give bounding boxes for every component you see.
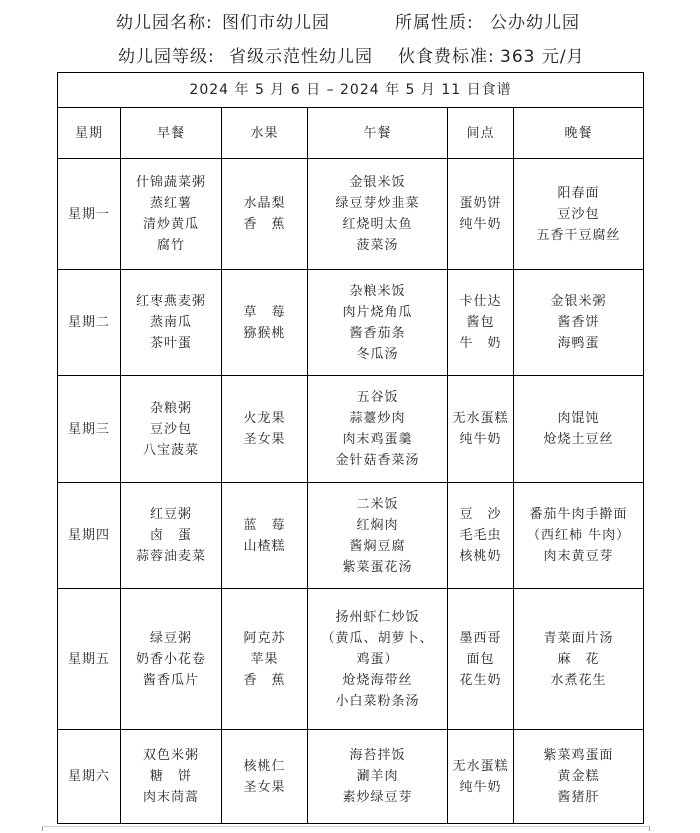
dinner-item: 黄金糕 [557,769,600,784]
day-cell: 星期三 [58,376,121,483]
snack-item: 无水蛋糕 [452,411,509,426]
lunch-cell [308,270,448,376]
snack-item: 纯牛奶 [459,217,502,232]
table-row [58,730,644,824]
column-header-snack: 间点 [448,108,514,159]
breakfast-item: 八宝菠菜 [142,442,199,458]
dinner-item: 豆沙包 [557,206,600,222]
fruit-item: 草 莓 [243,304,286,320]
breakfast-cell [121,376,222,483]
breakfast-item: 双色米粥 [142,748,199,763]
column-header-breakfast: 早餐 [121,108,222,159]
day-cell: 星期二 [58,270,121,376]
page-corner-right [631,827,650,831]
dinner-item: 酱猪肝 [557,790,600,805]
snack-cell [448,270,514,376]
dinner-item: 番茄牛肉手擀面 [529,507,628,522]
lunch-item: 紫菜蛋花汤 [342,559,413,575]
page-corner-left [42,827,61,831]
dinner-cell [514,730,644,824]
dinner-item: 海鸭蛋 [557,336,600,351]
dinner-item: 肉馄饨 [557,411,600,426]
breakfast-item: 奶香小花卷 [135,651,206,667]
dinner-item: 肉末黄豆芽 [543,549,614,564]
lunch-item: 酱香茄条 [349,325,406,341]
lunch-item: （黄瓜、胡萝卜、 [321,630,434,646]
dinner-item: 麻 花 [557,651,600,667]
snack-item: 纯牛奶 [459,432,502,447]
dinner-item: 青菜面片汤 [543,630,614,646]
dinner-item: （西红柿 牛肉） [526,528,631,543]
fruit-item: 阿克苏 [243,630,286,646]
dinner-item: 紫菜鸡蛋面 [543,748,614,763]
menu-title: 2024 年 5 月 6 日 – 2024 年 5 月 11 日食谱 [58,73,644,108]
lunch-cell [308,589,448,730]
grade-label: 幼儿园等级: [118,47,215,67]
breakfast-item: 什锦蔬菜粥 [135,175,206,190]
fruit-item: 猕猴桃 [243,325,286,341]
snack-item: 花生奶 [459,672,502,688]
lunch-cell [308,483,448,589]
fruit-item: 香 蕉 [243,217,286,232]
fruit-cell [222,483,308,589]
day-cell: 星期五 [58,589,121,730]
snack-item: 豆 沙 [459,507,502,522]
breakfast-item: 肉末茼蒿 [142,790,199,805]
breakfast-cell [121,159,222,270]
lunch-item: 小白菜粉条汤 [335,693,420,709]
lunch-cell [308,159,448,270]
dinner-cell [514,589,644,730]
dinner-cell [514,483,644,589]
breakfast-item: 红豆粥 [149,507,192,522]
lunch-item: 五谷饭 [356,390,399,405]
school-name-label: 幼儿园名称: [116,13,213,33]
dinner-cell [514,270,644,376]
lunch-item: 炝烧海带丝 [342,672,413,688]
snack-cell [448,589,514,730]
day-cell: 星期一 [58,159,121,270]
day-cell: 星期四 [58,483,121,589]
fruit-cell [222,270,308,376]
breakfast-item: 茶叶蛋 [149,336,192,351]
lunch-item: 肉末鸡蛋羹 [342,432,413,447]
snack-cell [448,159,514,270]
column-header-dinner: 晚餐 [514,108,644,159]
fruit-item: 水晶梨 [243,196,286,211]
dinner-item: 炝烧土豆丝 [543,432,614,447]
fruit-item: 核桃仁 [243,758,286,774]
column-header-fruit: 水果 [222,108,308,159]
table-row [58,159,644,270]
lunch-item: 扬州虾仁炒饭 [335,609,420,625]
dinner-item: 水煮花生 [550,672,607,688]
lunch-cell [308,730,448,824]
fruit-item: 苹果 [250,651,279,667]
breakfast-item: 杂粮粥 [149,400,192,416]
header-line-2 [0,42,700,70]
table-row [58,270,644,376]
snack-cell [448,483,514,589]
nature-value: 公办幼儿园 [490,13,580,33]
lunch-item: 酱焖豆腐 [349,538,406,554]
table-row [58,589,644,730]
lunch-item: 金针菇香菜汤 [335,453,420,468]
dinner-item: 阳春面 [557,185,600,201]
lunch-item: 金银米饭 [349,175,406,190]
snack-cell [448,376,514,483]
menu-body [58,159,644,824]
snack-item: 纯牛奶 [459,779,502,795]
snack-item: 卡仕达 [459,294,502,309]
fruit-cell [222,159,308,270]
fruit-cell [222,589,308,730]
dinner-item: 金银米粥 [550,294,607,309]
lunch-item: 肉片烧角瓜 [342,304,413,320]
dinner-item: 五香干豆腐丝 [536,227,621,243]
column-header-day: 星期 [58,108,121,159]
dinner-cell [514,376,644,483]
fruit-cell [222,730,308,824]
snack-cell [448,730,514,824]
fruit-item: 蓝 莓 [243,517,286,533]
column-header-lunch: 午餐 [308,108,448,159]
lunch-item: 红焖肉 [356,517,399,533]
snack-item: 核桃奶 [459,549,502,564]
dinner-item: 酱香饼 [557,315,600,330]
table-row [58,483,644,589]
breakfast-item: 清炒黄瓜 [142,217,199,232]
breakfast-item: 卤 蛋 [149,528,192,543]
table-row [58,376,644,483]
breakfast-item: 蒸南瓜 [149,315,192,330]
breakfast-item: 蒜蓉油麦菜 [135,549,206,564]
column-header-row [58,108,644,159]
breakfast-cell [121,483,222,589]
fruit-item: 香 蕉 [243,672,286,688]
breakfast-item: 绿豆粥 [149,630,192,646]
fruit-cell [222,376,308,483]
lunch-item: 涮羊肉 [356,769,399,784]
fruit-item: 山楂糕 [243,538,286,554]
lunch-item: 冬瓜汤 [356,346,399,362]
breakfast-item: 蒸红薯 [149,196,192,211]
lunch-item: 杂粮米饭 [349,283,406,299]
breakfast-cell [121,589,222,730]
lunch-item: 菠菜汤 [356,238,399,253]
grade-value: 省级示范性幼儿园 [229,47,373,67]
fee-label: 伙食费标准: [398,47,495,67]
snack-item: 毛毛虫 [459,528,502,543]
fruit-item: 圣女果 [243,779,286,795]
breakfast-cell [121,730,222,824]
school-name: 图们市幼儿园 [222,13,330,33]
nature-label: 所属性质: [395,13,474,33]
lunch-item: 红烧明太鱼 [342,217,413,232]
lunch-cell [308,376,448,483]
breakfast-item: 糖 饼 [149,769,192,784]
breakfast-item: 豆沙包 [149,421,192,437]
fruit-item: 圣女果 [243,432,286,447]
header-line-1 [0,8,700,36]
fruit-item: 火龙果 [243,411,286,426]
lunch-item: 蒜薹炒肉 [349,411,406,426]
snack-item: 墨西哥 [459,630,502,646]
page-edge-marker [42,826,650,831]
lunch-item: 素炒绿豆芽 [342,790,413,805]
menu-title-row [58,73,644,108]
fee-value: 363 元/月 [500,47,585,67]
lunch-item: 绿豆芽炒韭菜 [335,196,420,211]
snack-item: 酱包 [466,315,495,330]
breakfast-item: 腐竹 [156,238,185,253]
lunch-item: 二米饭 [356,496,399,512]
breakfast-cell [121,270,222,376]
breakfast-item: 酱香瓜片 [142,672,199,688]
snack-item: 牛 奶 [459,336,502,351]
snack-item: 无水蛋糕 [452,758,509,774]
lunch-item: 海苔拌饭 [349,748,406,763]
day-cell: 星期六 [58,730,121,824]
snack-item: 面包 [466,651,495,667]
snack-item: 蛋奶饼 [459,196,502,211]
breakfast-item: 红枣燕麦粥 [135,294,206,309]
dinner-cell [514,159,644,270]
menu-table [57,72,644,824]
lunch-item: 鸡蛋） [356,651,399,667]
